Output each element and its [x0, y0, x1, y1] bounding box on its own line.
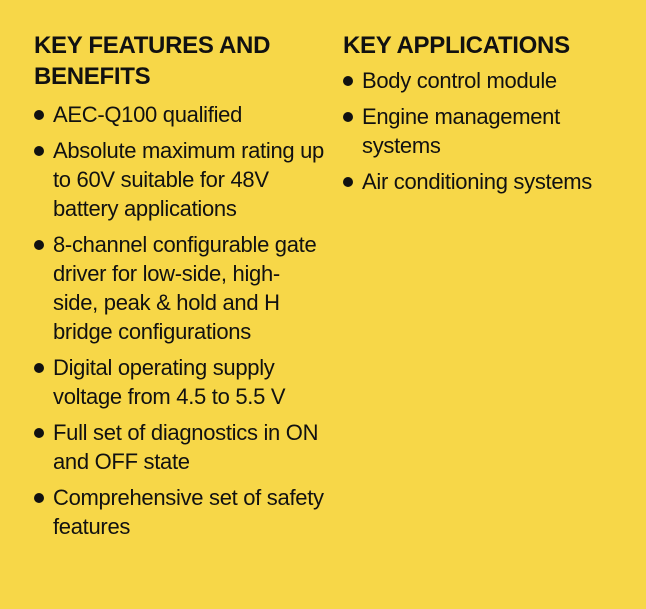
- list-item: [34, 230, 324, 346]
- feature-text: Digital operating supply voltage from 4.5 to 5.5 V: [53, 355, 286, 409]
- bullet-icon: [34, 240, 44, 250]
- application-text: Engine management systems: [362, 104, 560, 158]
- list-item: [34, 418, 324, 476]
- applications-column: [343, 30, 633, 203]
- list-item: [34, 136, 324, 223]
- bullet-icon: [34, 363, 44, 373]
- applications-heading: KEY APPLICATIONS: [343, 32, 570, 59]
- list-item: [343, 66, 633, 95]
- application-text: Body control module: [362, 68, 557, 93]
- bullet-icon: [34, 493, 44, 503]
- feature-text: Full set of diagnostics in ON and OFF state: [53, 420, 319, 474]
- features-column: [34, 30, 324, 548]
- applications-list: [343, 66, 633, 196]
- bullet-icon: [34, 110, 44, 120]
- application-text: Air conditioning systems: [362, 169, 593, 194]
- list-item: [343, 167, 633, 196]
- bullet-icon: [34, 428, 44, 438]
- bullet-icon: [343, 76, 353, 86]
- bullet-icon: [343, 112, 353, 122]
- list-item: [34, 483, 324, 541]
- list-item: [34, 100, 324, 129]
- feature-text: AEC-Q100 qualified: [53, 102, 243, 127]
- feature-text: 8-channel configurable gate driver for low-side, high-side, peak & hold and H bridge configurations: [53, 232, 317, 344]
- list-item: [34, 353, 324, 411]
- list-item: [343, 102, 633, 160]
- features-heading: KEY FEATURES AND BENEFITS: [34, 32, 271, 90]
- feature-text: Comprehensive set of safety features: [53, 485, 324, 539]
- feature-text: Absolute maximum rating up to 60V suitable for 48V battery applications: [53, 138, 324, 221]
- bullet-icon: [34, 146, 44, 156]
- features-list: [34, 100, 324, 541]
- bullet-icon: [343, 177, 353, 187]
